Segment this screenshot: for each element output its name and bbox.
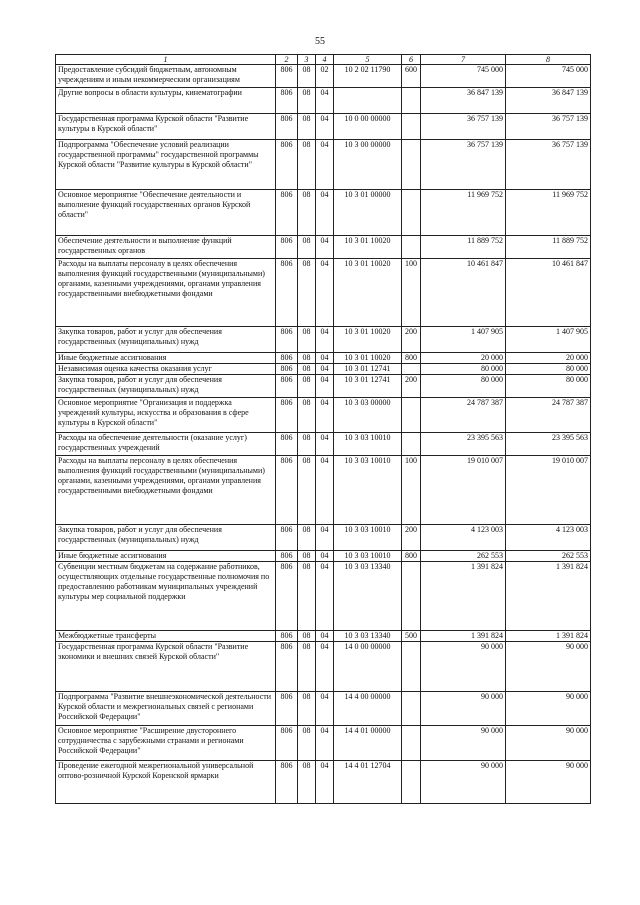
row-section: 08	[298, 190, 316, 236]
row-expense-type: 600	[402, 65, 421, 88]
row-subsection: 04	[316, 631, 334, 642]
row-section: 08	[298, 433, 316, 456]
table-row	[56, 398, 591, 433]
row-target-article: 10 3 03 10010	[334, 525, 402, 551]
row-section: 08	[298, 398, 316, 433]
row-section: 08	[298, 551, 316, 562]
table-row	[56, 433, 591, 456]
row-name: Государственная программа Курской области "Развитие экономики и внешних связей Курской области"	[56, 642, 276, 692]
row-section: 08	[298, 761, 316, 804]
table-row	[56, 375, 591, 398]
row-amount-col7: 90 000	[421, 726, 506, 761]
row-chapter: 806	[276, 456, 298, 525]
row-name: Иные бюджетные ассигнования	[56, 353, 276, 364]
row-expense-type: 200	[402, 525, 421, 551]
row-amount-col7: 11 969 752	[421, 190, 506, 236]
row-subsection: 04	[316, 140, 334, 190]
row-subsection: 04	[316, 726, 334, 761]
row-chapter: 806	[276, 692, 298, 726]
row-target-article: 10 3 01 10020	[334, 353, 402, 364]
row-name: Подпрограмма "Развитие внешнеэкономической деятельности Курской области и межрегиональных связей с регионами Российской Федерации"	[56, 692, 276, 726]
row-name: Независимая оценка качества оказания услуг	[56, 364, 276, 375]
row-amount-col8: 1 391 824	[506, 562, 591, 631]
row-expense-type: 800	[402, 551, 421, 562]
row-subsection: 04	[316, 433, 334, 456]
row-subsection: 04	[316, 398, 334, 433]
col-header-3: 3	[298, 55, 316, 65]
row-amount-col7: 36 757 139	[421, 140, 506, 190]
row-target-article: 10 3 01 10020	[334, 259, 402, 327]
row-section: 08	[298, 726, 316, 761]
row-target-article: 14 4 00 00000	[334, 692, 402, 726]
row-name: Проведение ежегодной межрегиональной универсальной оптово-розничной Курской Коренской ярмарки	[56, 761, 276, 804]
row-subsection: 04	[316, 114, 334, 140]
row-target-article: 10 3 00 00000	[334, 140, 402, 190]
row-amount-col7: 36 757 139	[421, 114, 506, 140]
row-name: Расходы на выплаты персоналу в целях обеспечения выполнения функций государственными (муниципальными) органами, казенными учреждениями, органами управления государственными внебюджетными фондами	[56, 259, 276, 327]
row-target-article: 10 3 01 12741	[334, 364, 402, 375]
row-chapter: 806	[276, 65, 298, 88]
row-expense-type	[402, 236, 421, 259]
row-section: 08	[298, 236, 316, 259]
row-name: Межбюджетные трансферты	[56, 631, 276, 642]
row-amount-col7: 4 123 003	[421, 525, 506, 551]
row-amount-col8: 80 000	[506, 364, 591, 375]
row-chapter: 806	[276, 761, 298, 804]
row-chapter: 806	[276, 327, 298, 353]
row-amount-col7: 745 000	[421, 65, 506, 88]
row-expense-type: 500	[402, 631, 421, 642]
row-expense-type	[402, 140, 421, 190]
row-name: Расходы на обеспечение деятельности (оказание услуг) государственных учреждений	[56, 433, 276, 456]
row-subsection: 04	[316, 761, 334, 804]
row-expense-type	[402, 398, 421, 433]
row-subsection: 04	[316, 375, 334, 398]
row-expense-type: 100	[402, 456, 421, 525]
row-chapter: 806	[276, 642, 298, 692]
row-subsection: 02	[316, 65, 334, 88]
row-amount-col7: 11 889 752	[421, 236, 506, 259]
row-name: Закупка товаров, работ и услуг для обеспечения государственных (муниципальных) нужд	[56, 525, 276, 551]
row-section: 08	[298, 88, 316, 114]
row-amount-col7: 1 391 824	[421, 562, 506, 631]
col-header-6: 6	[402, 55, 421, 65]
table-row	[56, 88, 591, 114]
row-subsection: 04	[316, 353, 334, 364]
row-name: Субвенции местным бюджетам на содержание работников, осуществляющих отдельные государственные полномочия по предоставлению работникам муниципальных учреждений культуры мер социальной поддержки	[56, 562, 276, 631]
col-header-5: 5	[334, 55, 402, 65]
row-amount-col8: 11 969 752	[506, 190, 591, 236]
row-chapter: 806	[276, 398, 298, 433]
row-chapter: 806	[276, 140, 298, 190]
row-target-article	[334, 88, 402, 114]
row-amount-col7: 90 000	[421, 692, 506, 726]
row-amount-col8: 11 889 752	[506, 236, 591, 259]
row-section: 08	[298, 327, 316, 353]
row-expense-type: 200	[402, 375, 421, 398]
row-chapter: 806	[276, 726, 298, 761]
row-target-article: 10 3 03 10010	[334, 433, 402, 456]
row-section: 08	[298, 692, 316, 726]
table-row	[56, 259, 591, 327]
table-row	[56, 525, 591, 551]
row-name: Предоставление субсидий бюджетным, автономным учреждениям и иным некоммерческим организациям	[56, 65, 276, 88]
table-row	[56, 140, 591, 190]
row-chapter: 806	[276, 375, 298, 398]
row-expense-type	[402, 642, 421, 692]
row-amount-col7: 262 553	[421, 551, 506, 562]
row-chapter: 806	[276, 433, 298, 456]
row-target-article: 10 3 03 13340	[334, 631, 402, 642]
row-amount-col8: 1 391 824	[506, 631, 591, 642]
row-amount-col7: 36 847 139	[421, 88, 506, 114]
row-name: Иные бюджетные ассигнования	[56, 551, 276, 562]
row-name: Расходы на выплаты персоналу в целях обеспечения выполнения функций государственными (муниципальными) органами, казенными учреждениями, органами управления государственными внебюджетными фондами	[56, 456, 276, 525]
row-subsection: 04	[316, 642, 334, 692]
row-expense-type: 100	[402, 259, 421, 327]
row-expense-type	[402, 761, 421, 804]
row-target-article: 10 3 01 10020	[334, 327, 402, 353]
row-target-article: 10 3 01 10020	[334, 236, 402, 259]
row-section: 08	[298, 353, 316, 364]
row-amount-col7: 20 000	[421, 353, 506, 364]
row-section: 08	[298, 456, 316, 525]
row-amount-col7: 19 010 007	[421, 456, 506, 525]
row-name: Основное мероприятие "Обеспечение деятельности и выполнение функций государственных органов Курской области"	[56, 190, 276, 236]
row-amount-col8: 262 553	[506, 551, 591, 562]
row-amount-col8: 36 757 139	[506, 114, 591, 140]
table-row	[56, 114, 591, 140]
row-amount-col8: 90 000	[506, 692, 591, 726]
budget-table	[55, 54, 591, 804]
row-amount-col8: 23 395 563	[506, 433, 591, 456]
row-name: Обеспечение деятельности и выполнение функций государственных органов	[56, 236, 276, 259]
row-subsection: 04	[316, 562, 334, 631]
row-subsection: 04	[316, 236, 334, 259]
row-amount-col8: 90 000	[506, 726, 591, 761]
row-section: 08	[298, 65, 316, 88]
row-subsection: 04	[316, 88, 334, 114]
col-header-8: 8	[506, 55, 591, 65]
row-expense-type	[402, 433, 421, 456]
row-target-article: 10 3 03 10010	[334, 551, 402, 562]
page-number: 55	[315, 36, 325, 47]
row-amount-col8: 1 407 905	[506, 327, 591, 353]
row-amount-col7: 24 787 387	[421, 398, 506, 433]
table-row	[56, 236, 591, 259]
row-amount-col8: 90 000	[506, 761, 591, 804]
row-chapter: 806	[276, 190, 298, 236]
table-row	[56, 726, 591, 761]
row-section: 08	[298, 525, 316, 551]
table-row	[56, 190, 591, 236]
row-expense-type	[402, 692, 421, 726]
row-subsection: 04	[316, 190, 334, 236]
table-row	[56, 642, 591, 692]
row-target-article: 14 4 01 00000	[334, 726, 402, 761]
row-subsection: 04	[316, 456, 334, 525]
row-chapter: 806	[276, 236, 298, 259]
col-header-4: 4	[316, 55, 334, 65]
row-target-article: 10 3 03 00000	[334, 398, 402, 433]
row-amount-col8: 80 000	[506, 375, 591, 398]
table-row	[56, 364, 591, 375]
row-chapter: 806	[276, 114, 298, 140]
row-expense-type: 800	[402, 353, 421, 364]
row-subsection: 04	[316, 364, 334, 375]
table-row	[56, 456, 591, 525]
row-target-article: 14 0 00 00000	[334, 642, 402, 692]
row-chapter: 806	[276, 631, 298, 642]
row-expense-type: 200	[402, 327, 421, 353]
row-chapter: 806	[276, 259, 298, 327]
table-row	[56, 327, 591, 353]
row-chapter: 806	[276, 88, 298, 114]
row-subsection: 04	[316, 525, 334, 551]
row-amount-col7: 1 407 905	[421, 327, 506, 353]
row-section: 08	[298, 140, 316, 190]
col-header-2: 2	[276, 55, 298, 65]
row-amount-col7: 23 395 563	[421, 433, 506, 456]
row-target-article: 10 3 03 13340	[334, 562, 402, 631]
row-target-article: 14 4 01 12704	[334, 761, 402, 804]
row-amount-col7: 80 000	[421, 364, 506, 375]
row-name: Основное мероприятие "Организация и поддержка учреждений культуры, искусства и образования в сфере культуры в Курской области"	[56, 398, 276, 433]
row-amount-col8: 745 000	[506, 65, 591, 88]
row-amount-col7: 80 000	[421, 375, 506, 398]
row-subsection: 04	[316, 692, 334, 726]
row-amount-col8: 90 000	[506, 642, 591, 692]
table-row	[56, 65, 591, 88]
table-row	[56, 562, 591, 631]
row-name: Основное мероприятие "Расширение двустороннего сотрудничества с зарубежными странами и регионами Российской Федерации"	[56, 726, 276, 761]
col-header-7: 7	[421, 55, 506, 65]
row-section: 08	[298, 259, 316, 327]
row-expense-type	[402, 726, 421, 761]
col-header-1: 1	[56, 55, 276, 65]
row-amount-col7: 90 000	[421, 761, 506, 804]
row-amount-col8: 36 757 139	[506, 140, 591, 190]
row-name: Закупка товаров, работ и услуг для обеспечения государственных (муниципальных) нужд	[56, 375, 276, 398]
table-row	[56, 631, 591, 642]
row-expense-type	[402, 562, 421, 631]
row-amount-col8: 10 461 847	[506, 259, 591, 327]
row-section: 08	[298, 642, 316, 692]
row-target-article: 10 3 01 00000	[334, 190, 402, 236]
row-expense-type	[402, 190, 421, 236]
table-row	[56, 692, 591, 726]
row-expense-type	[402, 88, 421, 114]
row-amount-col7: 1 391 824	[421, 631, 506, 642]
row-subsection: 04	[316, 327, 334, 353]
row-name: Закупка товаров, работ и услуг для обеспечения государственных (муниципальных) нужд	[56, 327, 276, 353]
row-amount-col7: 90 000	[421, 642, 506, 692]
row-section: 08	[298, 364, 316, 375]
table-row	[56, 761, 591, 804]
row-subsection: 04	[316, 551, 334, 562]
table-row	[56, 551, 591, 562]
row-expense-type	[402, 114, 421, 140]
row-amount-col8: 19 010 007	[506, 456, 591, 525]
row-target-article: 10 2 02 11790	[334, 65, 402, 88]
row-section: 08	[298, 375, 316, 398]
row-target-article: 10 3 01 12741	[334, 375, 402, 398]
row-chapter: 806	[276, 551, 298, 562]
row-amount-col8: 24 787 387	[506, 398, 591, 433]
row-amount-col8: 4 123 003	[506, 525, 591, 551]
row-chapter: 806	[276, 525, 298, 551]
row-expense-type	[402, 364, 421, 375]
row-chapter: 806	[276, 364, 298, 375]
row-target-article: 10 0 00 00000	[334, 114, 402, 140]
table-row	[56, 353, 591, 364]
row-subsection: 04	[316, 259, 334, 327]
header-row	[56, 55, 591, 65]
row-amount-col8: 20 000	[506, 353, 591, 364]
row-amount-col7: 10 461 847	[421, 259, 506, 327]
row-section: 08	[298, 562, 316, 631]
row-chapter: 806	[276, 353, 298, 364]
row-name: Другие вопросы в области культуры, кинематографии	[56, 88, 276, 114]
row-amount-col8: 36 847 139	[506, 88, 591, 114]
row-chapter: 806	[276, 562, 298, 631]
row-section: 08	[298, 631, 316, 642]
row-name: Государственная программа Курской области "Развитие культуры в Курской области"	[56, 114, 276, 140]
row-target-article: 10 3 03 10010	[334, 456, 402, 525]
row-name: Подпрограмма "Обеспечение условий реализации государственной программы" государственной программы Курской области "Развитие культуры в Курской области"	[56, 140, 276, 190]
row-section: 08	[298, 114, 316, 140]
